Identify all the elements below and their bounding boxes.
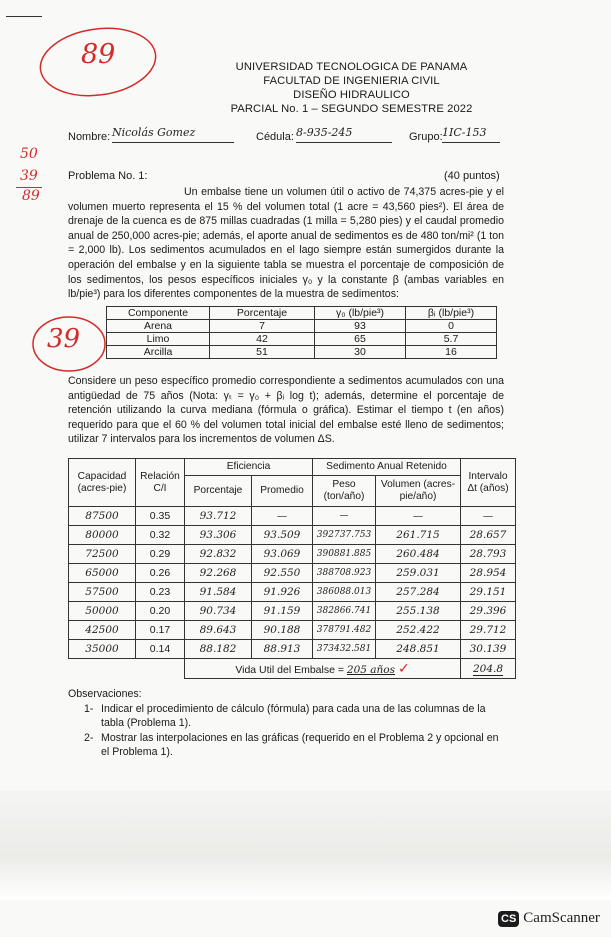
results-row — [69, 602, 516, 621]
results-row — [69, 564, 516, 583]
results-cell: 93.509 — [252, 526, 313, 545]
comp-cell: 30 — [315, 346, 406, 359]
results-cell: 28.793 — [461, 545, 516, 564]
group-value: 1IC-153 — [442, 126, 487, 139]
sediment-header: Sedimento Anual Retenido — [313, 459, 461, 476]
capacity-header: Capacidad (acres-pie) — [69, 459, 136, 507]
comp-header: Componente — [107, 307, 210, 320]
comp-cell: 16 — [406, 346, 497, 359]
comp-header: γ₀ (lb/pie³) — [315, 307, 406, 320]
problem-score-circle — [30, 314, 108, 374]
results-cell: 248.851 — [376, 640, 461, 659]
results-cell: — — [252, 507, 313, 526]
results-row — [69, 583, 516, 602]
results-row — [69, 545, 516, 564]
results-cell: 65000 — [69, 564, 136, 583]
results-cell: 28.657 — [461, 526, 516, 545]
results-cell: 30.139 — [461, 640, 516, 659]
footer-spacer — [69, 659, 185, 679]
results-cell: 57500 — [69, 583, 136, 602]
results-cell: 88.182 — [185, 640, 252, 659]
pen-mark — [6, 16, 42, 17]
problem-paragraph-1: Un embalse tiene un volumen útil o activo de 74,375 acres-pie y el volumen muerto representa el 15 % del volumen total (1 acre = 43,560 pies²). El área de drenaje de la cuenca es de 875 millas cuadradas (1 milla = 5,280 pies) y el caudal promedio anual de 250,000 acres-pie; además, el aporte anual de sedimentos es de 480 ton/mi² (1 ton = 2,000 lb). Los sedimentos acumulados en el lago siempre están sumergidos durante la operación del embalse y en la siguiente tabla se muestra el porcentaje de composición de los sedimentos, los pesos específicos iniciales γ₀ y la constante β (ambas variables en lb/pie³) para los diferentes componentes de la muestra de sedimentos: — [68, 186, 504, 301]
group-label: Grupo: — [409, 131, 443, 143]
group-field — [442, 126, 500, 143]
faculty-title: FACULTAD DE INGENIERIA CIVIL — [263, 75, 440, 87]
results-cell: 259.031 — [376, 564, 461, 583]
observation-num-2: 2- — [84, 732, 94, 744]
results-row — [69, 507, 516, 526]
efficiency-header: Eficiencia — [185, 459, 313, 476]
comp-cell: 5.7 — [406, 333, 497, 346]
average-header: Promedio — [252, 476, 313, 507]
observation-1: Indicar el procedimiento de cálculo (fórmula) para cada una de las columnas de la tabla (Problema 1). — [101, 703, 486, 729]
results-cell: 386088.013 — [313, 583, 376, 602]
comp-row — [107, 346, 497, 359]
comp-header: Porcentaje — [210, 307, 315, 320]
results-cell: — — [376, 507, 461, 526]
comp-cell: 42 — [210, 333, 315, 346]
results-cell: 29.151 — [461, 583, 516, 602]
composition-table-wrap — [106, 306, 497, 359]
tally-3: 89 — [22, 188, 40, 204]
results-cell: 42500 — [69, 621, 136, 640]
id-value: 8-935-245 — [296, 126, 353, 139]
camscanner-watermark — [498, 910, 600, 927]
results-cell: 0.20 — [136, 602, 185, 621]
tally-1: 50 — [20, 146, 38, 162]
results-table — [68, 458, 516, 679]
ratio-header: Relación C/I — [136, 459, 185, 507]
results-cell: 260.484 — [376, 545, 461, 564]
results-cell: 91.584 — [185, 583, 252, 602]
results-cell: 378791.482 — [313, 621, 376, 640]
results-cell: 0.29 — [136, 545, 185, 564]
volume-header: Volumen (acres-pie/año) — [376, 476, 461, 507]
comp-cell: 0 — [406, 320, 497, 333]
problem-title: Problema No. 1: — [68, 170, 148, 182]
composition-table — [106, 306, 497, 359]
results-body — [69, 507, 516, 659]
id-label: Cédula: — [256, 131, 294, 143]
name-label: Nombre: — [68, 131, 111, 143]
comp-cell: 65 — [315, 333, 406, 346]
exam-title: PARCIAL No. 1 – SEGUNDO SEMESTRE 2022 — [230, 103, 473, 115]
results-row — [69, 640, 516, 659]
results-cell: 392737.753 — [313, 526, 376, 545]
results-cell: 35000 — [69, 640, 136, 659]
comp-row — [107, 320, 497, 333]
comp-cell: 93 — [315, 320, 406, 333]
results-cell: 88.913 — [252, 640, 313, 659]
results-row — [69, 621, 516, 640]
comp-cell: 7 — [210, 320, 315, 333]
results-cell: 0.17 — [136, 621, 185, 640]
university-title: UNIVERSIDAD TECNOLOGICA DE PANAMA — [235, 61, 468, 73]
results-cell: 382866.741 — [313, 602, 376, 621]
results-cell: 92.550 — [252, 564, 313, 583]
results-cell: 29.712 — [461, 621, 516, 640]
results-cell: 255.138 — [376, 602, 461, 621]
comp-row — [107, 333, 497, 346]
results-cell: 0.35 — [136, 507, 185, 526]
name-value: Nicolás Gomez — [112, 126, 196, 139]
results-cell: 50000 — [69, 602, 136, 621]
camscanner-badge: CS — [498, 911, 519, 927]
results-cell: 91.926 — [252, 583, 313, 602]
results-cell: 93.306 — [185, 526, 252, 545]
results-cell: 0.26 — [136, 564, 185, 583]
total-grade: 89 — [81, 39, 116, 70]
results-cell: 93.069 — [252, 545, 313, 564]
results-table-wrap — [68, 458, 516, 679]
results-cell: 89.643 — [185, 621, 252, 640]
comp-cell: Arcilla — [107, 346, 210, 359]
results-cell: 29.396 — [461, 602, 516, 621]
problem-statement — [68, 185, 504, 302]
observation-2: Mostrar las interpolaciones en las gráficas (requerido en el Problema 2 y opcional en el Problema 1). — [101, 732, 499, 758]
weight-header: Peso (ton/año) — [313, 476, 376, 507]
results-cell: 390881.885 — [313, 545, 376, 564]
check-icon: ✓ — [397, 660, 410, 676]
course-title: DISEÑO HIDRAULICO — [293, 89, 410, 101]
camscanner-brand: CamScanner — [523, 910, 600, 926]
results-cell: 252.422 — [376, 621, 461, 640]
comp-cell: 51 — [210, 346, 315, 359]
results-cell: 0.32 — [136, 526, 185, 545]
problem-points: (40 puntos) — [444, 170, 500, 182]
problem-paragraph-2: Considere un peso específico promedio correspondiente a sedimentos acumulados con una antigüedad de 75 años (Nota: γₜ = γ₀ + βᵢ log t); además, determine el porcentaje de retención utilizando la curva mediana (fórmula o gráfica). Estimar el tiempo t (en años) requerido para que el 60 % del volumen total inicial del embalse esté lleno de sedimentos; utilizar 7 intervalos para los incrementos de volumen ΔS. — [68, 375, 504, 446]
results-cell: 93.712 — [185, 507, 252, 526]
interval-total-value: 204.8 — [472, 662, 504, 675]
results-cell: — — [461, 507, 516, 526]
comp-cell: Limo — [107, 333, 210, 346]
footer-cell — [185, 659, 461, 679]
interval-total — [461, 659, 516, 679]
results-cell: 90.734 — [185, 602, 252, 621]
results-cell: — — [313, 507, 376, 526]
results-cell: 92.268 — [185, 564, 252, 583]
results-cell: 80000 — [69, 526, 136, 545]
results-cell: 92.832 — [185, 545, 252, 564]
page-shadow — [0, 790, 611, 900]
comp-header: βᵢ (lb/pie³) — [406, 307, 497, 320]
observation-num-1: 1- — [84, 703, 94, 715]
results-cell: 72500 — [69, 545, 136, 564]
id-field — [296, 126, 392, 143]
results-cell: 388708.923 — [313, 564, 376, 583]
comp-cell: Arena — [107, 320, 210, 333]
tally-2: 39 — [20, 168, 38, 184]
observations-title: Observaciones: — [68, 688, 142, 700]
interval-header: Intervalo Δt (años) — [461, 459, 516, 507]
name-field — [112, 126, 234, 143]
results-cell: 0.14 — [136, 640, 185, 659]
results-cell: 90.188 — [252, 621, 313, 640]
results-row — [69, 526, 516, 545]
problem-score: 39 — [47, 324, 81, 354]
problem-instructions — [68, 374, 504, 447]
results-cell: 28.954 — [461, 564, 516, 583]
results-cell: 261.715 — [376, 526, 461, 545]
results-cell: 87500 — [69, 507, 136, 526]
results-cell: 0.23 — [136, 583, 185, 602]
life-value: 205 años — [346, 664, 396, 676]
life-label: Vida Util del Embalse = — [235, 664, 344, 676]
percent-header: Porcentaje — [185, 476, 252, 507]
results-cell: 373432.581 — [313, 640, 376, 659]
results-cell: 257.284 — [376, 583, 461, 602]
results-cell: 91.159 — [252, 602, 313, 621]
